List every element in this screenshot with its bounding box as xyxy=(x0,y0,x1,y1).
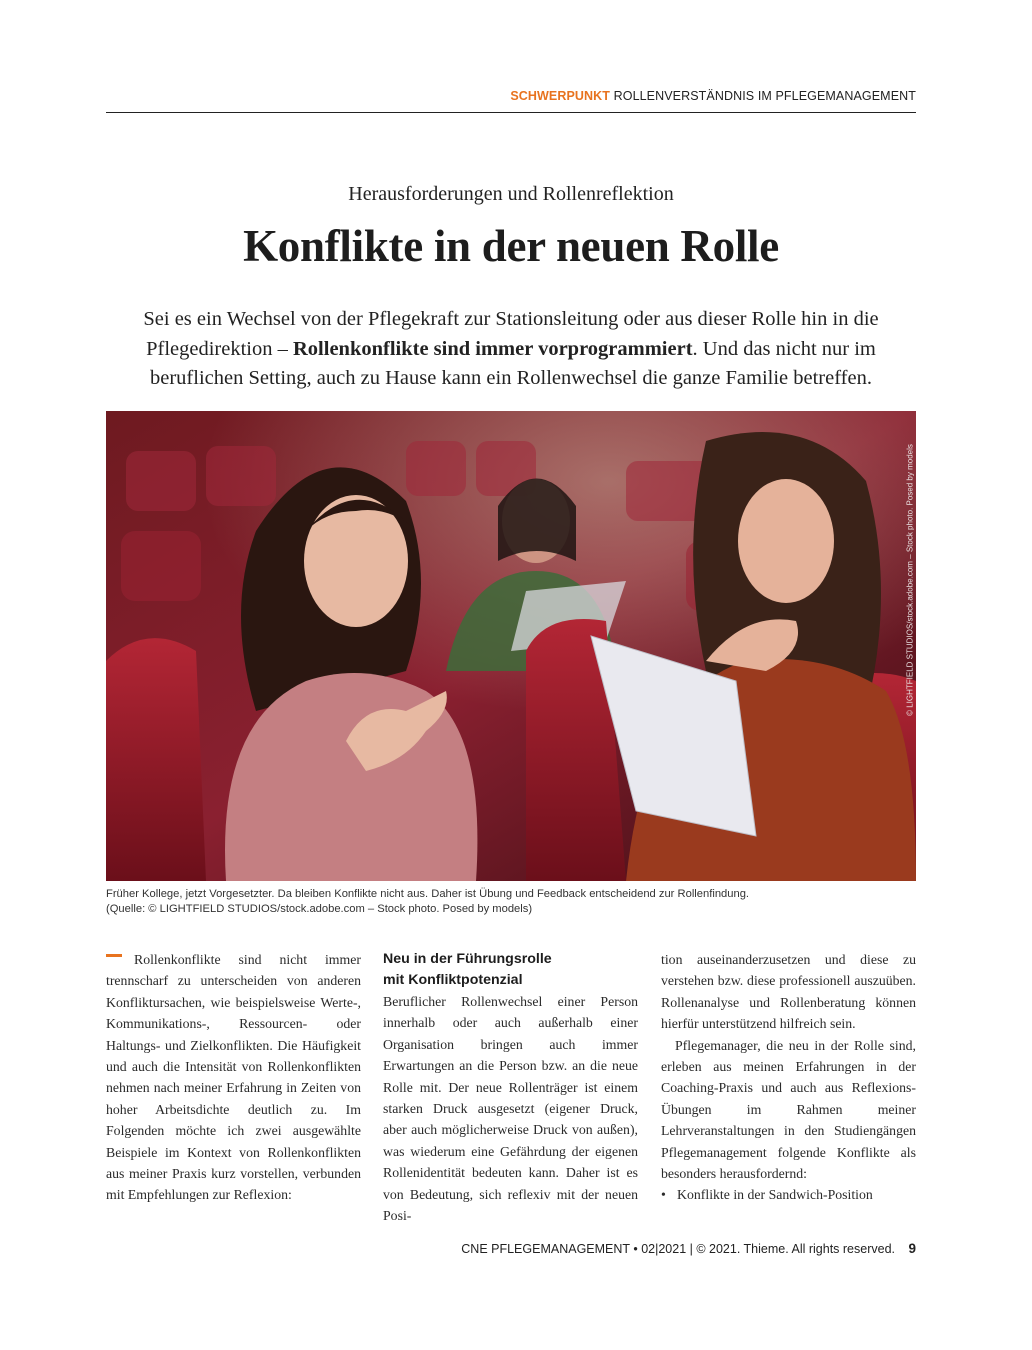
page-footer xyxy=(106,1241,916,1256)
subheading-line-1: Neu in der Führungsrolle xyxy=(383,951,552,967)
orange-dash-marker xyxy=(106,954,122,957)
body-column-2 xyxy=(383,949,638,1226)
col1-paragraph: Rollenkonflikte sind nicht immer trennscharf zu unterscheiden von anderen Konfliktursachen, wie beispielsweise Werte-, Kommunikations-, Ressourcen- oder Haltungs- und Zielkonflikten. Die Häufigkeit und auch die Intensität von Rollenkonflikten nehmen nach meiner Erfahrung in Zeiten von hoher Arbeitsdichte deutlich zu. Im Folgenden möchte ich zwei ausgewählte Beispiele im Kontext von Rollenkonflikten aus meiner Praxis kurz vorstellen, verbunden mit Empfehlungen zur Reflexion: xyxy=(106,952,361,1203)
body-column-3 xyxy=(661,949,916,1206)
caption-line-2: (Quelle: © LIGHTFIELD STUDIOS/stock.adobe.com – Stock photo. Posed by models) xyxy=(106,903,533,915)
running-head xyxy=(106,89,916,103)
col3-paragraph-1: tion auseinanderzusetzen und diese zu verstehen bzw. diese professionell auszuüben. Rollenanalyse und Rollenberatung können hierfür unterstützend hilfreich sein. xyxy=(661,952,916,1032)
photo-credit xyxy=(903,420,916,740)
page-number: 9 xyxy=(908,1241,916,1256)
caption-line-1: Früher Kollege, jetzt Vorgesetzter. Da bleiben Konflikte nicht aus. Daher ist Übung und Feedback entscheidend zur Rollenfindung. xyxy=(106,888,750,900)
footer-journal: CNE PFLEGEMANAGEMENT xyxy=(461,1242,630,1256)
body-column-1 xyxy=(106,949,361,1206)
lead-text-bold: Rollenkonflikte sind immer vorprogrammiert xyxy=(293,337,693,360)
footer-separator: • xyxy=(633,1242,638,1256)
photo-credit-text: © LIGHTFIELD STUDIOS/stock.adobe.com – Stock photo. Posed by models xyxy=(905,444,914,716)
figure-caption xyxy=(106,887,916,917)
header-rule xyxy=(106,112,916,113)
bullet-item: • Konflikte in der Sandwich-Position xyxy=(661,1184,916,1205)
article-overline: Herausforderungen und Rollenreflektion xyxy=(348,183,674,205)
photo-illustration xyxy=(106,411,916,881)
subheading xyxy=(383,949,638,991)
col3-paragraph-2: Pflegemanager, die neu in der Rolle sind, erleben aus meinen Erfahrungen in der Coaching-Praxis und auch aus Reflexions-Übungen im Rahmen meiner Lehrveranstaltungen in den Studiengängen Pflegemanagement folgende Konflikte als besonders herausfordernd: xyxy=(661,1037,916,1182)
section-kicker: SCHWERPUNKT xyxy=(510,89,611,103)
section-title: ROLLENVERSTÄNDNIS IM PFLEGEMANAGEMENT xyxy=(613,89,916,103)
article-title: Konflikte in der neuen Rolle xyxy=(243,221,779,271)
lead-text-1: Sei es ein Wechsel von der Pflegekraft zur Stationsleitung oder aus dieser Rolle hin in die Pflegedirektion – xyxy=(143,308,879,360)
col2-paragraph: Beruflicher Rollenwechsel einer Person innerhalb oder auch außerhalb einer Organisation bringen auch immer Erwartungen an die Person bzw. an die neue Rolle mit. Der neue Rollenträger ist einem starken Druck ausgesetzt (eigener Druck, aber auch möglicherweise Druck von außen), was wiederum eine Gefährdung der eigenen Rollenidentität bedeuten kann. Daher ist es von Bedeutung, sich reflexiv mit der neuen Posi- xyxy=(383,994,638,1224)
article-lead xyxy=(106,305,916,394)
article-photo xyxy=(106,411,916,881)
subheading-line-2: mit Konfliktpotenzial xyxy=(383,972,523,988)
lead-text-2: . Und das nicht nur im beruflichen Setting, auch zu Hause kann ein Rollenwechsel die ganze Familie betreffen. xyxy=(150,337,876,389)
footer-issue: 02|2021 | © 2021. Thieme. All rights reserved. xyxy=(641,1242,895,1256)
